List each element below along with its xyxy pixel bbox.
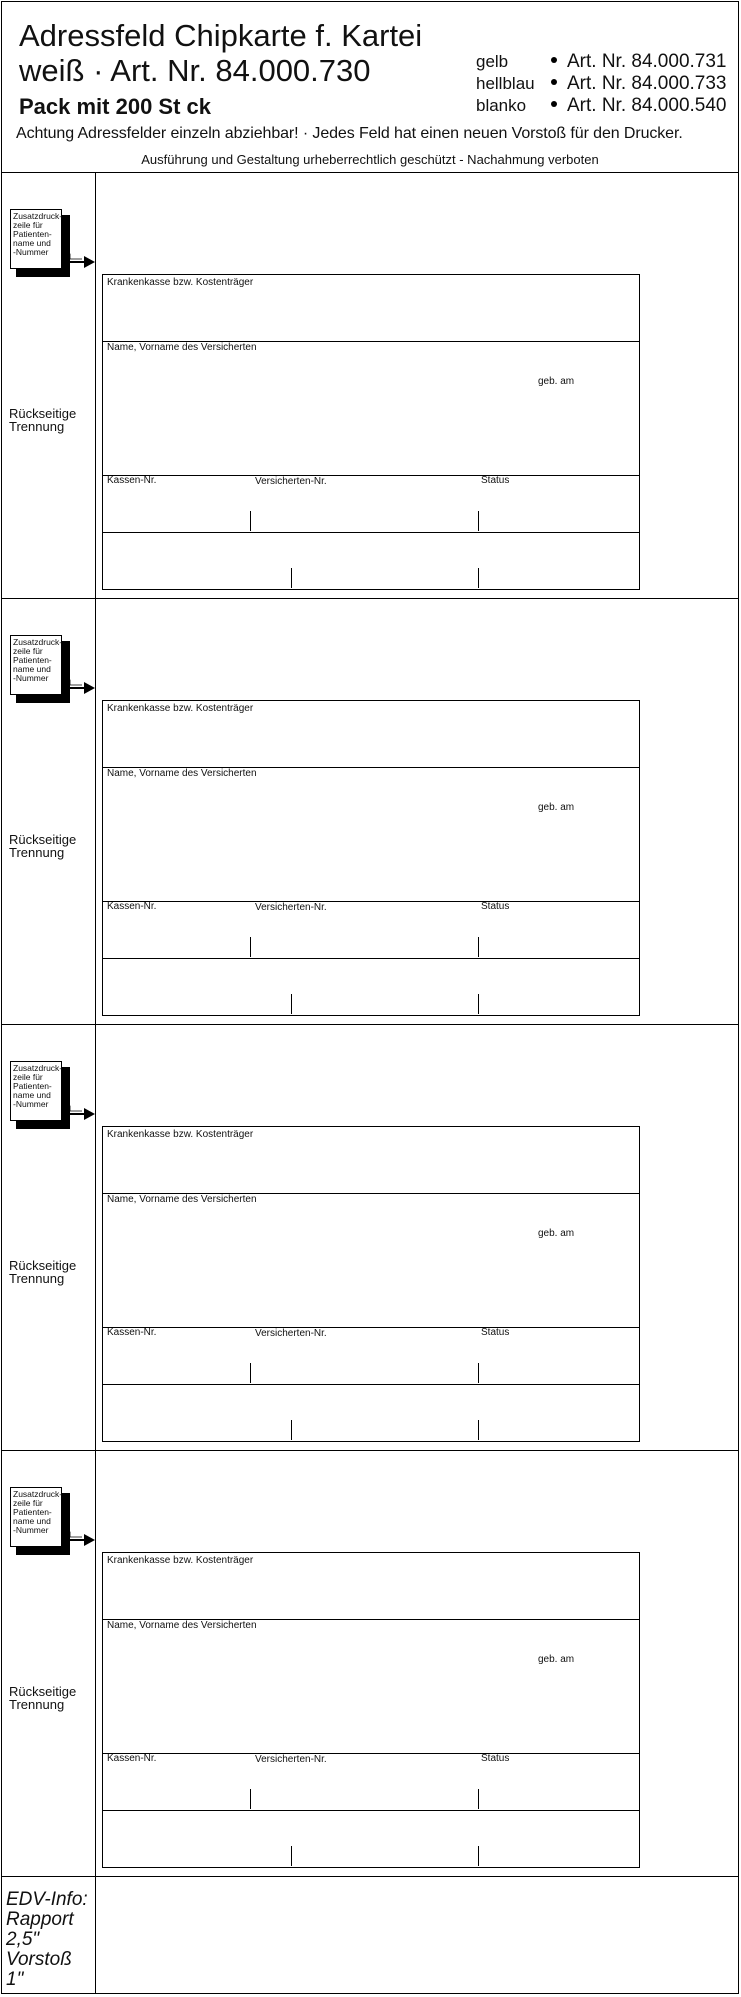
birthdate-label: geb. am bbox=[538, 802, 575, 813]
variant-item bbox=[476, 95, 738, 117]
insured-name-label: Name, Vorname des Versicherten bbox=[107, 1620, 257, 1631]
extra-print-line-tag bbox=[10, 1487, 62, 1547]
side-column bbox=[2, 172, 96, 598]
bullet-icon bbox=[551, 57, 557, 63]
back-separation-label: Rückseitige Trennung bbox=[9, 406, 77, 434]
insured-name-row bbox=[103, 341, 639, 476]
copyright-text: Ausführung und Gestaltung urheberrechtlich geschützt - Nachahmung verboten bbox=[141, 152, 599, 167]
insurer-row bbox=[103, 275, 639, 342]
edv-line: Rapport bbox=[6, 1909, 74, 1930]
variant-art-number: Art. Nr. 84.000.540 bbox=[567, 95, 727, 116]
address-label-section bbox=[2, 172, 738, 599]
tag-line: -Nummer bbox=[13, 673, 49, 683]
insurer-row bbox=[103, 1553, 639, 1620]
address-form bbox=[102, 700, 640, 1016]
insurer-row bbox=[103, 701, 639, 768]
tag-line: Patienten- bbox=[13, 229, 52, 239]
label-sheet bbox=[1, 1, 739, 1994]
footer bbox=[2, 1876, 738, 1993]
tag-line: -Nummer bbox=[13, 1525, 49, 1535]
tag-line: Zusatzdruck- bbox=[13, 637, 63, 647]
back-separation-label: Rückseitige Trennung bbox=[9, 1258, 77, 1286]
edv-line: Vorstoß bbox=[6, 1949, 72, 1970]
address-label-section bbox=[2, 1024, 738, 1451]
edv-line: 1" bbox=[6, 1969, 24, 1990]
extra-print-line-tag bbox=[10, 635, 62, 695]
insured-name-label: Name, Vorname des Versicherten bbox=[107, 768, 257, 779]
edv-line: 2,5" bbox=[6, 1929, 40, 1950]
tag-line: zeile für bbox=[13, 1072, 43, 1082]
variant-art-number: Art. Nr. 84.000.733 bbox=[567, 73, 727, 94]
numbers-row bbox=[103, 1327, 639, 1385]
insured-name-row bbox=[103, 1193, 639, 1328]
insurer-label: Krankenkasse bzw. Kostenträger bbox=[107, 1555, 254, 1566]
back-separation-label: Rückseitige Trennung bbox=[9, 832, 77, 860]
blank-row bbox=[103, 958, 639, 1015]
title-line-2: weiß · Art. Nr. 84.000.730 bbox=[19, 53, 371, 88]
blank-row bbox=[103, 532, 639, 589]
side-column bbox=[2, 1024, 96, 1450]
insurer-label: Krankenkasse bzw. Kostenträger bbox=[107, 703, 254, 714]
insured-name-label: Name, Vorname des Versicherten bbox=[107, 342, 257, 353]
tag-line: -Nummer bbox=[13, 1099, 49, 1109]
status-label: Status bbox=[481, 475, 510, 486]
variant-color: blanko bbox=[476, 96, 527, 115]
edv-info-cell bbox=[2, 1876, 96, 1993]
insurer-label: Krankenkasse bzw. Kostenträger bbox=[107, 1129, 254, 1140]
arrow-right-icon bbox=[62, 1104, 96, 1120]
tag-line: name und bbox=[13, 238, 51, 248]
numbers-row bbox=[103, 1753, 639, 1811]
variant-item bbox=[476, 73, 738, 95]
address-form bbox=[102, 1552, 640, 1868]
tag-line: -Nummer bbox=[13, 247, 49, 257]
arrow-right-icon bbox=[62, 1530, 96, 1546]
arrow-right-icon bbox=[62, 252, 96, 268]
insured-name-label: Name, Vorname des Versicherten bbox=[107, 1194, 257, 1205]
pack-info: Pack mit 200 St ck bbox=[19, 94, 212, 119]
edv-line: EDV-Info: bbox=[6, 1889, 88, 1910]
member-number-label: Versicherten-Nr. bbox=[255, 902, 327, 913]
back-separation-label: Rückseitige Trennung bbox=[9, 1684, 77, 1712]
insurance-number-label: Kassen-Nr. bbox=[107, 1753, 157, 1764]
notice-text: Achtung Adressfelder einzeln abziehbar! · Jedes Feld hat einen neuen Vorstoß für den Drucker. bbox=[16, 125, 683, 142]
birthdate-label: geb. am bbox=[538, 1228, 575, 1239]
status-label: Status bbox=[481, 901, 510, 912]
tag-line: zeile für bbox=[13, 220, 43, 230]
numbers-row bbox=[103, 475, 639, 533]
tag-line: name und bbox=[13, 664, 51, 674]
tag-line: Patienten- bbox=[13, 655, 52, 665]
insurer-row bbox=[103, 1127, 639, 1194]
tag-line: name und bbox=[13, 1090, 51, 1100]
member-number-label: Versicherten-Nr. bbox=[255, 1328, 327, 1339]
blank-row bbox=[103, 1384, 639, 1441]
title-line-1: Adressfeld Chipkarte f. Kartei bbox=[19, 18, 423, 53]
variant-color: hellblau bbox=[476, 74, 535, 93]
tag-line: Zusatzdruck- bbox=[13, 1489, 63, 1499]
tag-line: zeile für bbox=[13, 646, 43, 656]
tag-line: Patienten- bbox=[13, 1081, 52, 1091]
blank-row bbox=[103, 1810, 639, 1867]
extra-print-line-tag bbox=[10, 1061, 62, 1121]
variant-color: gelb bbox=[476, 52, 509, 71]
member-number-label: Versicherten-Nr. bbox=[255, 1754, 327, 1765]
tag-line: Patienten- bbox=[13, 1507, 52, 1517]
insurer-label: Krankenkasse bzw. Kostenträger bbox=[107, 277, 254, 288]
extra-print-line-tag bbox=[10, 209, 62, 269]
tag-line: zeile für bbox=[13, 1498, 43, 1508]
edv-info bbox=[6, 1890, 88, 1990]
tag-line: Zusatzdruck- bbox=[13, 211, 63, 221]
side-column bbox=[2, 598, 96, 1024]
insured-name-row bbox=[103, 1619, 639, 1754]
tag-line: name und bbox=[13, 1516, 51, 1526]
birthdate-label: geb. am bbox=[538, 1654, 575, 1665]
arrow-right-icon bbox=[62, 678, 96, 694]
address-form bbox=[102, 1126, 640, 1442]
address-label-section bbox=[2, 598, 738, 1025]
variant-item bbox=[476, 51, 738, 73]
numbers-row bbox=[103, 901, 639, 959]
bullet-icon bbox=[551, 101, 557, 107]
variant-list bbox=[476, 51, 738, 117]
variant-art-number: Art. Nr. 84.000.731 bbox=[567, 51, 727, 72]
insurance-number-label: Kassen-Nr. bbox=[107, 475, 157, 486]
insured-name-row bbox=[103, 767, 639, 902]
bullet-icon bbox=[551, 79, 557, 85]
address-label-section bbox=[2, 1450, 738, 1877]
side-column bbox=[2, 1450, 96, 1876]
status-label: Status bbox=[481, 1327, 510, 1338]
insurance-number-label: Kassen-Nr. bbox=[107, 901, 157, 912]
tag-line: Zusatzdruck- bbox=[13, 1063, 63, 1073]
birthdate-label: geb. am bbox=[538, 376, 575, 387]
member-number-label: Versicherten-Nr. bbox=[255, 476, 327, 487]
insurance-number-label: Kassen-Nr. bbox=[107, 1327, 157, 1338]
status-label: Status bbox=[481, 1753, 510, 1764]
header bbox=[2, 2, 738, 173]
address-form bbox=[102, 274, 640, 590]
